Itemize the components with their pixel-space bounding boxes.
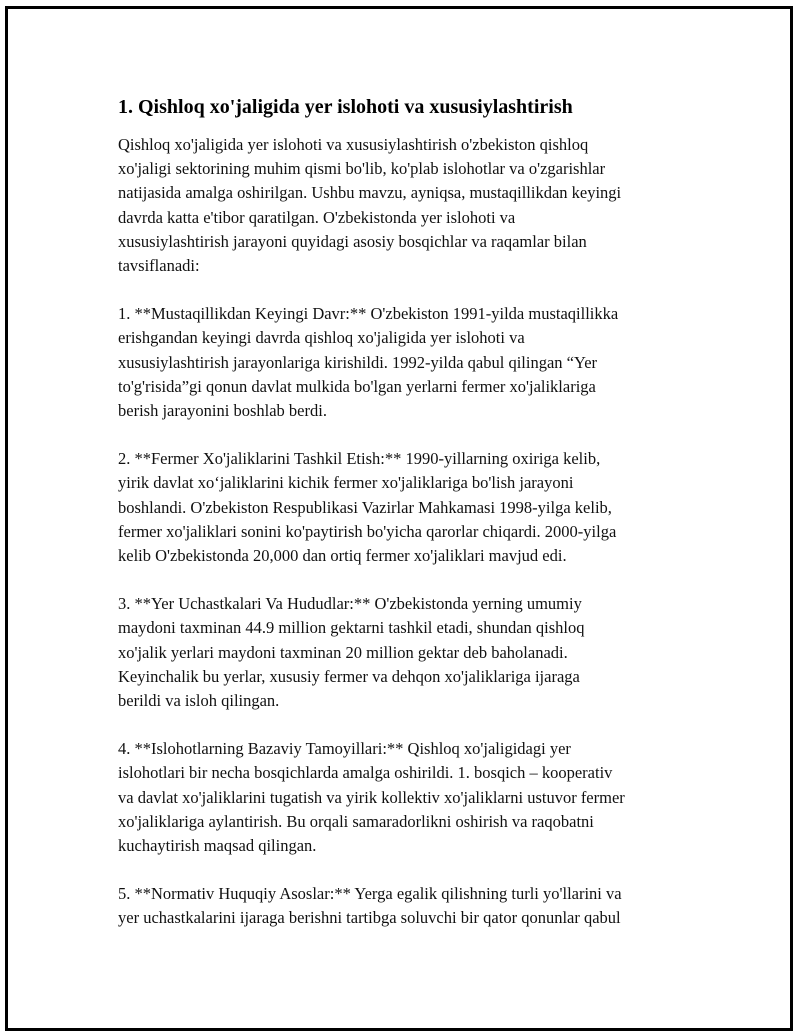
text-line: yirik davlat xo‘jaliklarini kichik fermer xo'jaliklariga bo'lish jarayoni <box>118 473 574 493</box>
text-line: xususiylashtirish jarayonlariga kirishildi. 1992-yilda qabul qilingan “Yer <box>118 352 598 372</box>
list-item-2-paragraph <box>118 447 698 568</box>
text-line: yer uchastkalarini ijaraga berishni tartibga soluvchi bir qator qonunlar qabul <box>118 908 621 928</box>
text-line: xo'jaligi sektorining muhim qismi bo'lib, ko'plab islohotlar va o'zgarishlar <box>118 159 606 179</box>
text-line: Qishloq xo'jaligida yer islohoti va xususiylashtirish o'zbekiston qishloq <box>118 135 589 154</box>
text-line: xususiylashtirish jarayoni quyidagi asosiy bosqichlar va raqamlar bilan <box>118 231 587 251</box>
text-line: 4. **Islohotlarning Bazaviy Tamoyillari:** Qishloq xo'jaligidagi yer <box>118 739 571 759</box>
document-body <box>118 95 698 955</box>
text-line: berish jarayonini boshlab berdi. <box>118 401 327 421</box>
list-item-4-paragraph <box>118 737 698 858</box>
text-line: xo'jalik yerlari maydoni taxminan 20 million gektar deb baholanadi. <box>118 642 568 662</box>
text-line: 1. **Mustaqillikdan Keyingi Davr:** O'zbekiston 1991-yilda mustaqillikka <box>118 304 619 324</box>
text-line: tavsiflanadi: <box>118 256 200 276</box>
text-line: davrda katta e'tibor qaratilgan. O'zbekistonda yer islohoti va <box>118 207 516 227</box>
list-item-5-paragraph <box>118 882 698 930</box>
text-line: berildi va isloh qilingan. <box>118 691 280 711</box>
text-line: islohotlari bir necha bosqichlarda amalga oshirildi. 1. bosqich – kooperativ <box>118 763 613 783</box>
text-line: erishgandan keyingi davrda qishloq xo'jaligida yer islohoti va <box>118 328 525 348</box>
text-line: 5. **Normativ Huquqiy Asoslar:** Yerga egalik qilishning turli yo'llarini va <box>118 884 622 904</box>
text-line: kuchaytirish maqsad qilingan. <box>118 836 317 856</box>
text-line: to'g'risida”gi qonun davlat mulkida bo'lgan yerlarni fermer xo'jaliklariga <box>118 376 596 396</box>
intro-paragraph <box>118 133 698 278</box>
list-item-3-paragraph <box>118 592 698 713</box>
text-line: xo'jaliklariga aylantirish. Bu orqali samaradorlikni oshirish va raqobatni <box>118 811 594 831</box>
text-line: va davlat xo'jaliklarini tugatish va yirik kollektiv xo'jaliklarni ustuvor fermer <box>118 787 625 807</box>
text-line: Keyinchalik bu yerlar, xususiy fermer va dehqon xo'jaliklariga ijaraga <box>118 666 580 686</box>
text-line: 3. **Yer Uchastkalari Va Hududlar:** O'zbekistonda yerning umumiy <box>118 594 582 614</box>
list-item-1-paragraph <box>118 302 698 423</box>
text-line: kelib O'zbekistonda 20,000 dan ortiq fermer xo'jaliklari mavjud edi. <box>118 546 567 566</box>
section-heading: 1. Qishloq xo'jaligida yer islohoti va xususiylashtirish <box>118 96 573 118</box>
text-line: maydoni taxminan 44.9 million gektarni tashkil etadi, shundan qishloq <box>118 618 585 638</box>
text-line: boshlandi. O'zbekiston Respublikasi Vazirlar Mahkamasi 1998-yilga kelib, <box>118 497 612 517</box>
page-frame <box>5 6 793 1031</box>
text-line: 2. **Fermer Xo'jaliklarini Tashkil Etish:** 1990-yillarning oxiriga kelib, <box>118 449 601 469</box>
text-line: natijasida amalga oshirilgan. Ushbu mavzu, ayniqsa, mustaqillikdan keyingi <box>118 183 622 203</box>
text-line: fermer xo'jaliklari sonini ko'paytirish bo'yicha qarorlar chiqardi. 2000-yilga <box>118 521 617 541</box>
